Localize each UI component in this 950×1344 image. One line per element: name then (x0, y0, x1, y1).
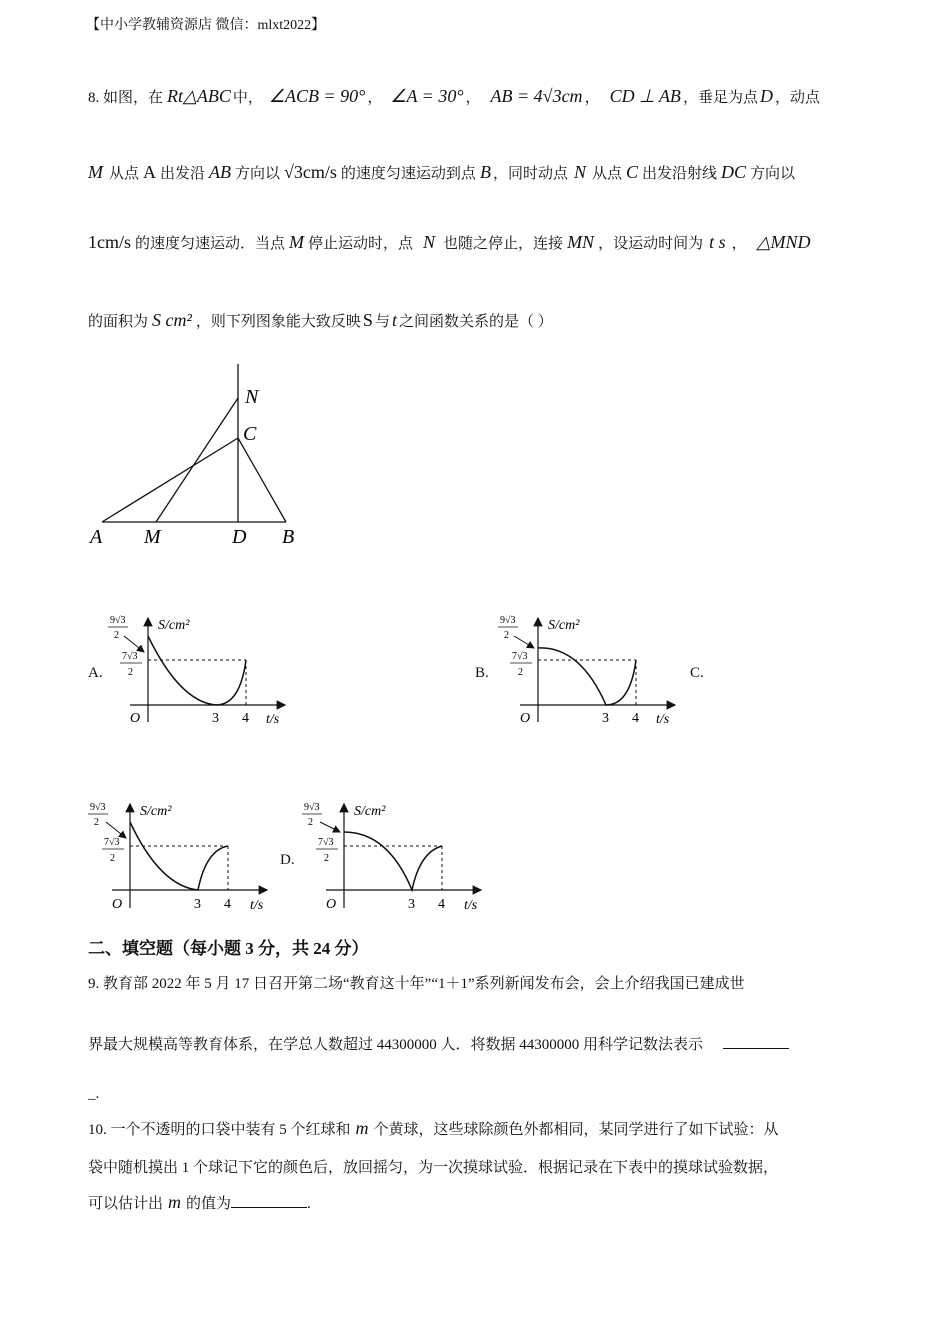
tick-4: 4 (242, 711, 249, 726)
math-m: M (289, 232, 305, 252)
text: 出发沿 (160, 166, 206, 182)
graph-option-a (100, 610, 300, 735)
frac-mid-den: 2 (324, 853, 329, 864)
text: 与 (374, 314, 390, 330)
q10-answer-blank[interactable] (231, 1195, 307, 1208)
label-a: A (90, 526, 103, 548)
frac-mid-num: 7√3 (104, 837, 120, 848)
text: 的面积为 (88, 314, 149, 330)
label-n: N (245, 386, 259, 408)
segment-cb (238, 438, 286, 522)
label-b: B (282, 526, 295, 548)
text: 停止运动时，点 (308, 236, 414, 252)
q8-intro: 8. 如图，在 (88, 90, 164, 106)
frac-top-den: 2 (114, 630, 119, 641)
section-title: 二、填空题（每小题 3 分，共 24 分） (88, 939, 369, 958)
text: 之间函数关系的是（ ） (398, 314, 553, 330)
frac-mid-den: 2 (518, 667, 523, 678)
q10-line-3 (88, 1192, 311, 1213)
axis-x-label: t/s (266, 712, 280, 727)
tick-3: 3 (408, 897, 415, 912)
frac-top-den: 2 (94, 817, 99, 828)
text: ，同时动点 (492, 166, 568, 182)
label-m: M (144, 526, 161, 548)
curve-d (344, 832, 442, 890)
graph-option-b (490, 610, 690, 735)
label-d: D (232, 526, 247, 548)
text: 的值为 (186, 1196, 232, 1212)
axis-x-label: t/s (656, 712, 670, 727)
label-c: C (243, 423, 257, 445)
math-triangle-mnd: △MND (756, 232, 811, 252)
q8-line-4 (88, 310, 553, 331)
origin-label: O (520, 711, 531, 726)
math-m: M (88, 162, 103, 182)
tick-4: 4 (224, 897, 231, 912)
q9-text: 界最大规模高等教育体系，在学总人数超过 44300000 人．将数据 44300000 用科学记数法表示 (88, 1037, 704, 1053)
text: 也随之停止，连接 (443, 236, 564, 252)
axis-y-label: S/cm² (354, 804, 386, 819)
graph-option-c (82, 798, 282, 923)
math-m: m (168, 1192, 182, 1212)
curve-a (148, 636, 246, 705)
math-angle-a: ∠A = 30° (390, 86, 464, 106)
text: 方向以 (235, 166, 281, 182)
segment-ac (102, 438, 238, 522)
origin-label: O (326, 897, 337, 912)
math-dc: DC (721, 162, 747, 182)
frac-top-num: 9√3 (90, 802, 106, 813)
math-mn: MN (567, 232, 595, 252)
text: . (307, 1196, 311, 1212)
math-d: D (759, 86, 773, 106)
q8-line-3 (88, 232, 810, 253)
axis-x-label: t/s (464, 898, 478, 913)
text: 出发沿射线 (642, 166, 718, 182)
math-b: B (479, 162, 491, 182)
origin-label: O (112, 897, 123, 912)
text: 中， (232, 90, 263, 106)
curve-c (130, 822, 228, 890)
math-n: N (423, 232, 436, 252)
text: ，动点 (774, 90, 820, 106)
q8-line-2 (88, 162, 795, 183)
frac-mid-num: 7√3 (512, 651, 528, 662)
frac-top-den: 2 (308, 817, 313, 828)
text: 方向以 (750, 166, 796, 182)
math-c: C (625, 162, 638, 182)
math-angle-acb: ∠ACB = 90° (268, 86, 366, 106)
text: 10. 一个不透明的口袋中装有 5 个红球和 (88, 1122, 351, 1138)
text: ， (367, 90, 383, 106)
q10-line-2: 袋中随机摸出 1 个球记下它的颜色后，放回摇匀，为一次摸球试验．根据记录在下表中的摸球试验数据， (88, 1160, 779, 1176)
math-a: A (143, 162, 157, 182)
graph-option-d (296, 798, 496, 923)
q9-answer-blank[interactable] (723, 1036, 789, 1049)
page-header: 【中小学教辅资源店 微信：mlxt2022】 (86, 18, 326, 33)
math-n: N (573, 162, 586, 182)
q9-line-1: 9. 教育部 2022 年 5 月 17 日召开第二场“教育这十年”“1＋1”系列新闻发布会，会上介绍我国已建成世 (88, 976, 745, 992)
text: ， (465, 90, 481, 106)
text: 从点 (591, 166, 622, 182)
math-speed-n: 1cm/s (88, 232, 131, 252)
text: 可以估计出 (88, 1196, 164, 1212)
geometry-figure (84, 360, 324, 560)
math-t: t (391, 310, 397, 330)
text: ，则下列图象能大致反映 (195, 314, 361, 330)
frac-mid-den: 2 (128, 667, 133, 678)
option-c-label: C. (690, 665, 704, 681)
text: ， (584, 90, 600, 106)
tick-3: 3 (212, 711, 219, 726)
math-cd-perp-ab: CD ⊥ AB (609, 86, 681, 106)
q8-line-1 (88, 86, 820, 107)
math-s: S (362, 310, 373, 330)
text: 个黄球，这些球除颜色外都相同，某同学进行了如下试验：从 (373, 1122, 779, 1138)
curve-b (538, 648, 636, 705)
axis-y-label: S/cm² (158, 618, 190, 633)
axis-x-label: t/s (250, 898, 264, 913)
option-b-label: B. (475, 665, 489, 681)
frac-top-den: 2 (504, 630, 509, 641)
q9-line-2 (88, 1033, 789, 1054)
axis-y-label: S/cm² (548, 618, 580, 633)
frac-mid-num: 7√3 (122, 651, 138, 662)
q10-line-1 (88, 1118, 779, 1139)
segment-mn (156, 398, 238, 522)
text: ，设运动时间为 (598, 236, 704, 252)
math-ab-length: AB = 4√3cm (490, 86, 583, 106)
frac-mid-num: 7√3 (318, 837, 334, 848)
q9-line-3: _. (88, 1086, 100, 1102)
tick-4: 4 (632, 711, 639, 726)
origin-label: O (130, 711, 141, 726)
text: 的速度匀速运动．当点 (135, 236, 286, 252)
option-d-label: D. (280, 852, 295, 868)
math-t-s: t s (709, 232, 726, 252)
option-a-label: A. (88, 665, 103, 681)
tick-4: 4 (438, 897, 445, 912)
math-rt-triangle: Rt△ABC (167, 86, 231, 106)
frac-top-num: 9√3 (110, 615, 126, 626)
axis-y-label: S/cm² (140, 804, 172, 819)
text: ，垂足为点 (682, 90, 758, 106)
frac-top-num: 9√3 (304, 802, 320, 813)
math-speed-m: √3cm/s (284, 162, 337, 182)
text: 的速度匀速运动到点 (340, 166, 476, 182)
tick-3: 3 (194, 897, 201, 912)
text: ， (731, 236, 747, 252)
math-ab: AB (209, 162, 232, 182)
math-m: m (355, 1118, 369, 1138)
text: 从点 (109, 166, 140, 182)
tick-3: 3 (602, 711, 609, 726)
frac-top-num: 9√3 (500, 615, 516, 626)
math-s-cm2: S cm² (152, 310, 192, 330)
frac-mid-den: 2 (110, 853, 115, 864)
